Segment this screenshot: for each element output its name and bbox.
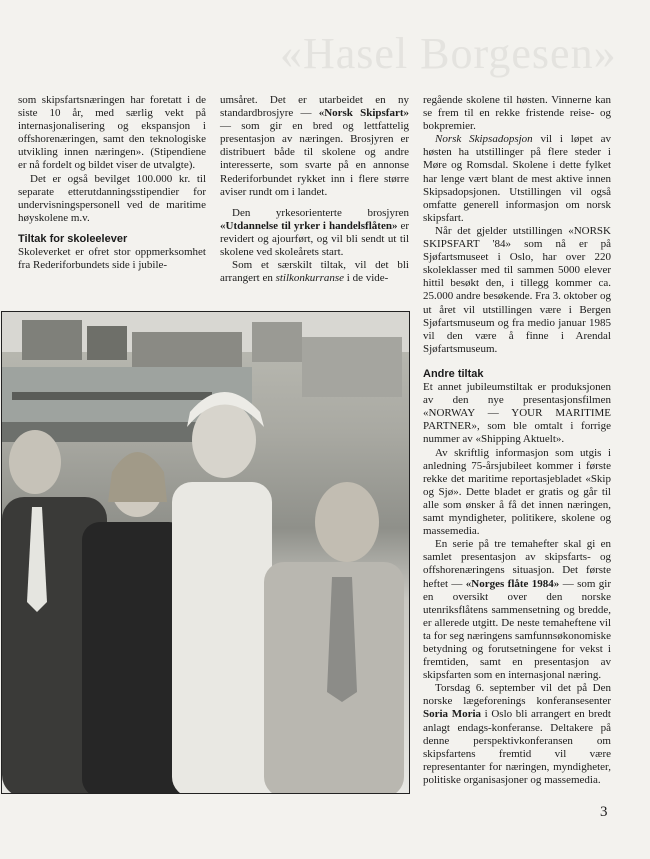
column-3-top <box>423 94 611 356</box>
col3-para-4: Et annet jubileumstiltak er produksjonen av den nye presentasjonsfilmen «NORWAY — YOUR MARITIME PARTNER», som ble omtalt i forrige nummer av «Shipping Aktuelt». <box>423 381 611 446</box>
column-2 <box>220 94 409 285</box>
section-heading-tiltak: Tiltak for skoleelever <box>18 232 128 245</box>
col3-para-2: Norsk Skipsadopsjon vil i løpet av høsten ha utstillinger på flere steder i Møre og Romsdal. Skolene i dette fylket har lenge vært blant de mest aktive innen Skipsadopsjonen. Utstillingen vil også omfatte generell informasjon om norsk skipsfart. <box>423 133 612 224</box>
brochure-title-2: «Utdannelse til yrker i handelsflåten» <box>220 219 398 232</box>
col2-para-2: Den yrkesorienterte brosjyren «Utdannelse til yrker i handelsflåten» er revidert og ajourført, og vil bli sendt ut til skolene ved skoleårets start. <box>220 206 410 259</box>
group-photo <box>1 311 410 794</box>
group-photo-illustration <box>2 312 409 793</box>
col3-para-7: Torsdag 6. september vil det på Den norske lægeforenings konferansesenter Soria Moria i Oslo bli arrangert en bredt anlagt endags-konferanse. Deltakere på denne perspektivkonferansen om skipsfartens fremtid vil være representanter for næringen, myndigheter, politiske organisasjoner og massemedia. <box>423 682 611 786</box>
page-number: 3 <box>600 804 608 820</box>
col3-para-5: Av skriftlig informasjon som utgis i anledning 75-årsjubileet kommer i første rekke det maritime reportasjebladet «Skip og Sjø». Dette bladet er gratis og går til alle som ønsker å få det innen næringen, samt myndigheter, politikere, skolene og massemedia. <box>423 446 611 538</box>
bleed-through-text: «Hasel Borgesen» <box>280 29 617 78</box>
col3-para-6: En serie på tre temahefter skal gi en samlet presentasjon av skipsfarts- og offshorenæringens situasjon. Det første heftet — «Norges flåte 1984» — som gir en oversikt over den norske utenriksflåtens sammensetning og bredde, er allerede utgitt. De neste temaheftene vil ta for seg næringens samfunnsøkonomiske betydning og forutsetningene for vekst i fremtiden, samt en presentasjon av skipsfarten som en internasjonal næring. <box>423 538 611 682</box>
column-1 <box>18 94 206 272</box>
col3-para-3: Når det gjelder utstillingen «NORSK SKIPSFART '84» som nå er på Sjøfartsmuseet i Oslo, har over 220 skoleklasser med til sammen 5000 elever hittil besøkt den, i tillegg kommer ca. 25.000 andre besøkende. Fra 3. oktober og ut året vil utstillingen være i Bergen Sjøfartsmuseum og fra medio januar 1985 vil den være å finne i Arendal Sjøfartsmuseum. <box>423 224 611 355</box>
col3-para-1: regående skolene til høsten. Vinnerne kan se frem til en rekke fristende reise- og bokpremier. <box>423 94 611 133</box>
col1-para-3: Skoleverket er ofret stor oppmerksomhet fra Rederiforbundets side i jubile- <box>18 246 206 272</box>
column-3-bottom <box>423 360 611 787</box>
col2-para-1: umsåret. Det er utarbeidet en ny standardbrosjyre — «Norsk Skipsfart» — som gir en bred og lettfattelig presentasjon av næringen. Brosjyren er distribuert både til skolene og andre interesserte, som svarte på en annonse Rederiforbundet rykket inn i flere større aviser rundt om i landet. <box>220 94 409 198</box>
col2-para-3: Som et særskilt tiltak, vil det bli arrangert en stilkonkurranse i de vide- <box>220 259 409 285</box>
section-heading-andre: Andre tiltak <box>423 368 484 380</box>
brochure-title-1: «Norsk Skipsfart» <box>318 107 409 120</box>
col1-para-2: Det er også bevilget 100.000 kr. til separate etterutdanningsstipendier for undervisningspersonell ved de maritime høyskolene m.v. <box>18 172 206 224</box>
col1-para-1: som skipsfartsnæringen har foretatt i de siste 10 år, med særlig vekt på internasjonalisering og ekspansjon i offshorenæringen, samt den teknologiske utvikling innen næringen». (Stipendiene er nå fordelt og bildet viser de utvalgte). <box>18 94 206 172</box>
